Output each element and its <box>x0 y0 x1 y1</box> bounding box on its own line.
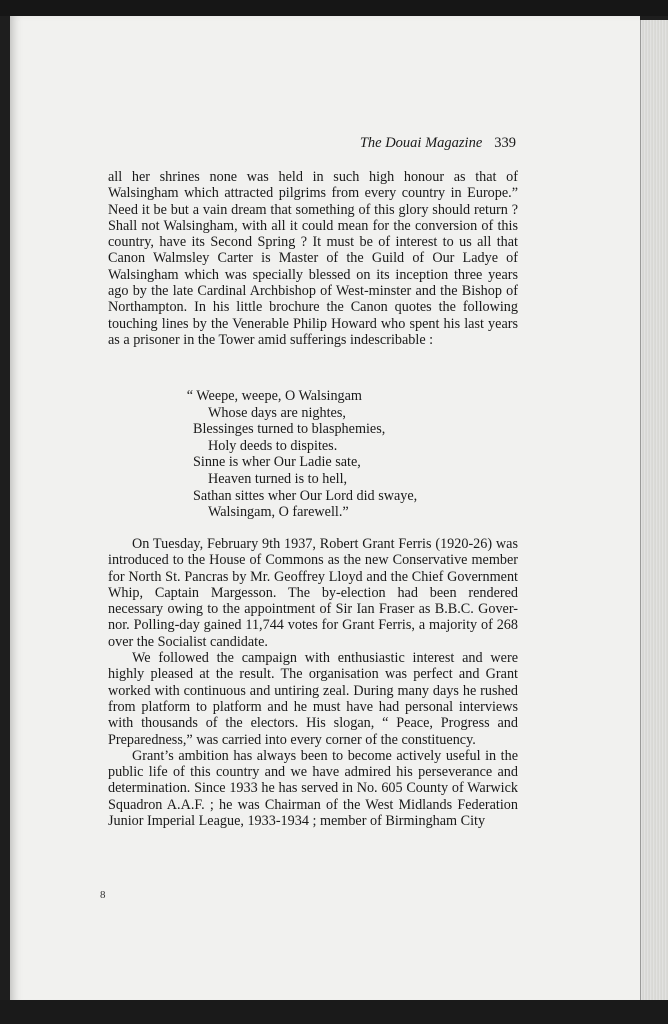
paragraph-walsingham <box>108 169 518 348</box>
poem-open-quote: “ <box>186 388 193 404</box>
poem-line-1: “ Weepe, weepe, O Walsingam <box>178 388 498 405</box>
poem-line-6: Heaven turned is to hell, <box>208 470 348 487</box>
poem-line-3: Blessinges turned to blasphemies, <box>193 421 386 438</box>
paragraph-3-text: We followed the campaign with enthusiastic interest and were highly pleased at the result. The organisation was perfect and Grant worked with continuous and untiring zeal. During many days he rushed from platform to platform and he must have had personal interviews with thousands of the electors. His slogan, “ Peace, Progress and Preparedness,” was carried into every corner of the constituency. <box>108 650 518 748</box>
signature-mark: 8 <box>100 889 106 901</box>
running-head-title: The Douai Magazine <box>359 135 483 151</box>
scan-border-top <box>0 0 668 16</box>
paragraphs-grant-ferris <box>108 536 518 829</box>
poem-block <box>178 388 498 521</box>
paragraph-2-text: On Tuesday, February 9th 1937, Robert Grant Ferris (1920-26) was introduced to the House of Commons as the new Conservative member for North St. Pancras by Mr. Geoffrey Lloyd and the Chief Government Whip, Captain Margesson. The by-election had been rendered necessary owing to the appointment of Sir Ian Fraser as B.B.C. Gover-nor. Polling-day gained 11,744 votes for Grant Ferris, a majority of 268 over the Socialist candidate. <box>108 536 518 650</box>
poem-line-5: Sinne is wher Our Ladie sate, <box>193 454 361 471</box>
poem-line-2: Whose days are nightes, <box>208 404 346 421</box>
paragraph-4-text: Grant’s ambition has always been to become actively useful in the public life of this country and we have admired his perseverance and determination. Since 1933 he has served in No. 605 County of Warwick Squadron A.A.F. ; he was Chairman of the West Midlands Federation Junior Imperial League, 1933-1934 ; member of Birmingham City <box>108 747 518 830</box>
paragraph-1-text: all her shrines none was held in such high honour as that of Walsingham which attracted pilgrims from every country in Europe.” Need it be but a vain dream that something of this glory should return ? Shall not Walsingham, with all it could mean for the conversion of this country, have its Second Spring ? It must be of interest to us all that Canon Walmsley Carter is Master of the Guild of Our Ladye of Walsingham which was specially blessed on its inception three years ago by the late Cardinal Archbishop of West-minster and the Bishop of Northampton. In his little brochure the Canon quotes the following touching lines by the Venerable Philip Howard who spent his last years as a prisoner in the Tower amid sufferings indescribable : <box>108 169 518 348</box>
page-number: 339 <box>494 135 516 151</box>
scan-border-bottom <box>0 1000 668 1024</box>
poem-line-7: Sathan sittes wher Our Lord did swaye, <box>193 487 418 504</box>
poem-line-4: Holy deeds to dispites. <box>208 437 338 454</box>
running-head <box>108 135 516 152</box>
poem-line-8: Walsingam, O farewell.” <box>208 504 349 521</box>
page-edges <box>640 20 668 1004</box>
